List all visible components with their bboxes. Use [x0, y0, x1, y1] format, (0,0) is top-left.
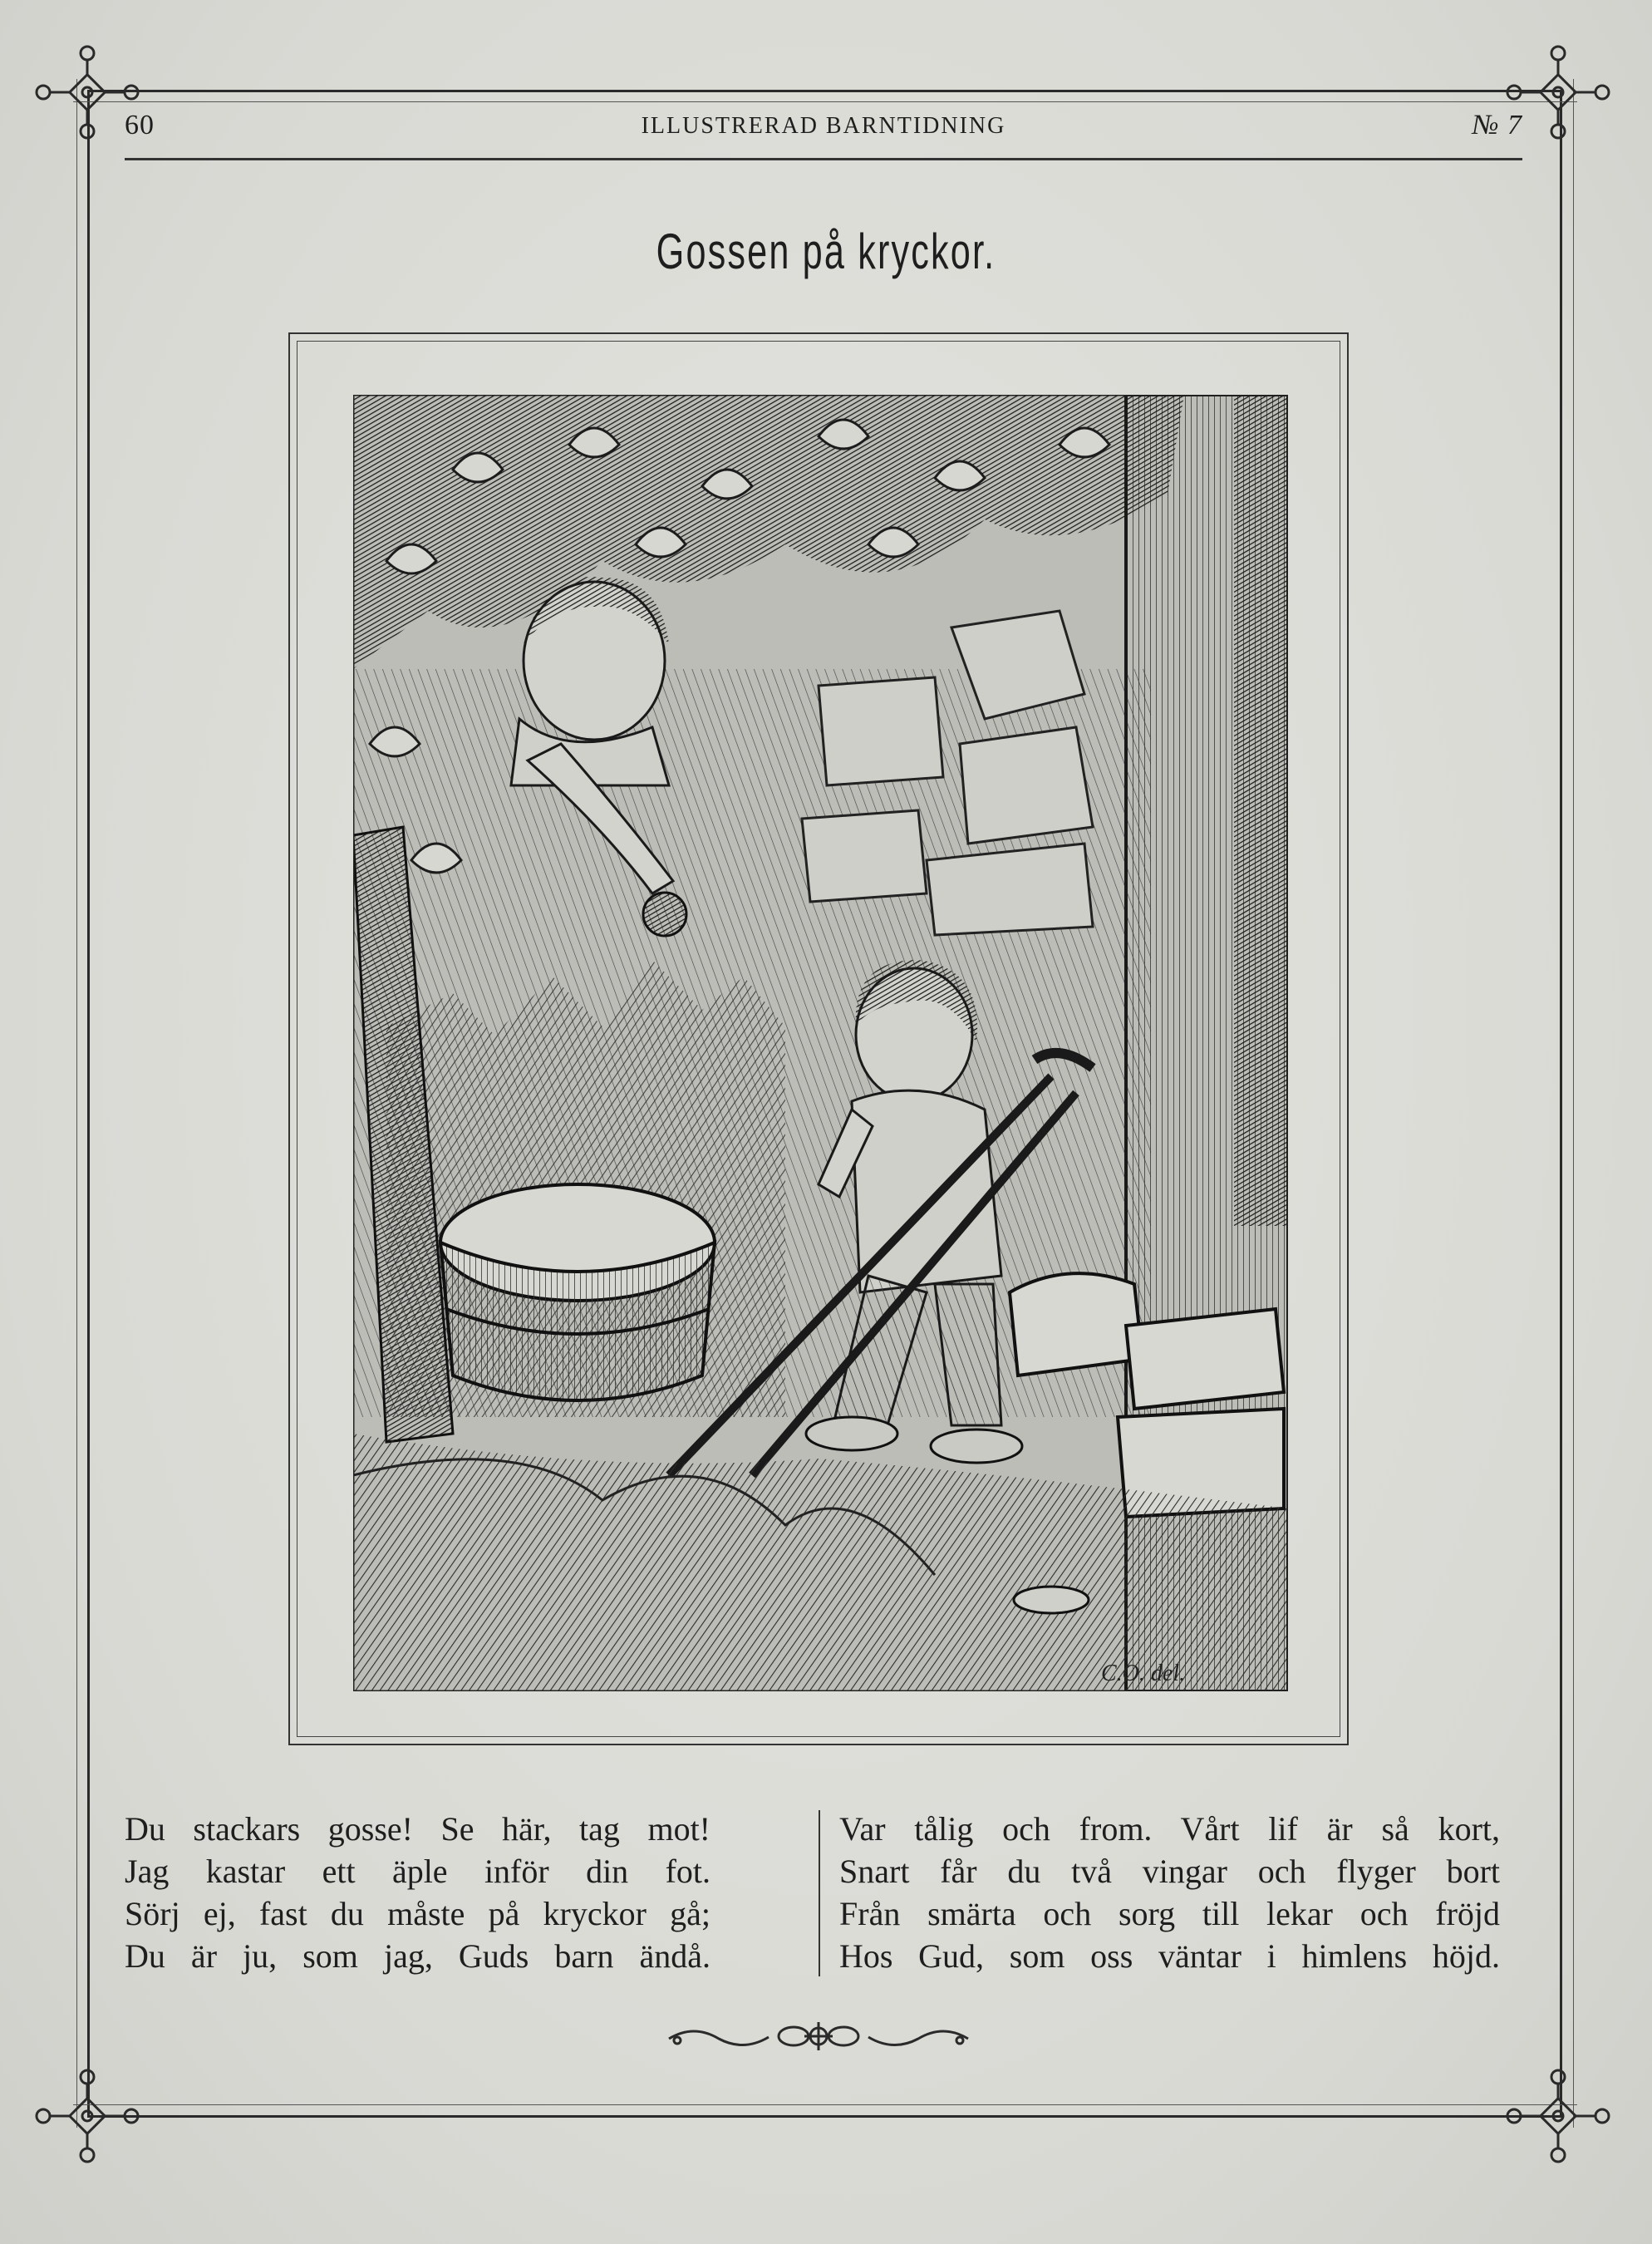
corner-ornament-icon	[1496, 2057, 1620, 2182]
poem-stanza-left	[125, 1808, 710, 1977]
page-number: 60	[125, 110, 155, 140]
tailpiece-ornament-icon	[661, 2015, 976, 2057]
column-divider	[819, 1810, 820, 1976]
article-title: Gossen på kryckor.	[656, 224, 996, 279]
frame-inner-bottom	[73, 2104, 1577, 2105]
poem-line: Jag kastar ett äple inför din fot.	[125, 1853, 710, 1890]
poem-line: Från smärta och sorg till lekar och fröjd	[839, 1895, 1500, 1932]
frame-line-bottom	[87, 2115, 1562, 2118]
poem-stanza-right	[839, 1808, 1500, 1977]
frame-inner-top	[73, 101, 1577, 102]
poem-line: Hos Gud, som oss väntar i himlens höjd.	[839, 1937, 1500, 1975]
poem-line: Var tålig och from. Vårt lif är så kort,	[839, 1810, 1500, 1848]
poem-line: Sörj ej, fast du måste på kryckor gå;	[125, 1895, 710, 1932]
poem-line: Snart får du två vingar och flyger bort	[839, 1853, 1500, 1890]
frame-line-left	[87, 90, 90, 2118]
frame-line-top	[87, 90, 1562, 92]
engraving-illustration	[353, 395, 1288, 1691]
poem-line: Du är ju, som jag, Guds barn ändå.	[125, 1937, 710, 1975]
running-header	[125, 108, 1522, 150]
frame-line-right	[1560, 90, 1562, 2118]
publication-name: ILLUSTRERAD BARNTIDNING	[641, 113, 1006, 139]
frame-inner-left	[76, 79, 77, 2128]
corner-ornament-icon	[25, 2057, 150, 2182]
engraver-signature: C.O. del.	[1101, 1661, 1186, 1686]
header-rule	[125, 158, 1522, 160]
poem-line: Du stackars gosse! Se här, tag mot!	[125, 1810, 710, 1848]
issue-number: № 7	[1472, 110, 1522, 140]
frame-inner-right	[1573, 79, 1574, 2128]
